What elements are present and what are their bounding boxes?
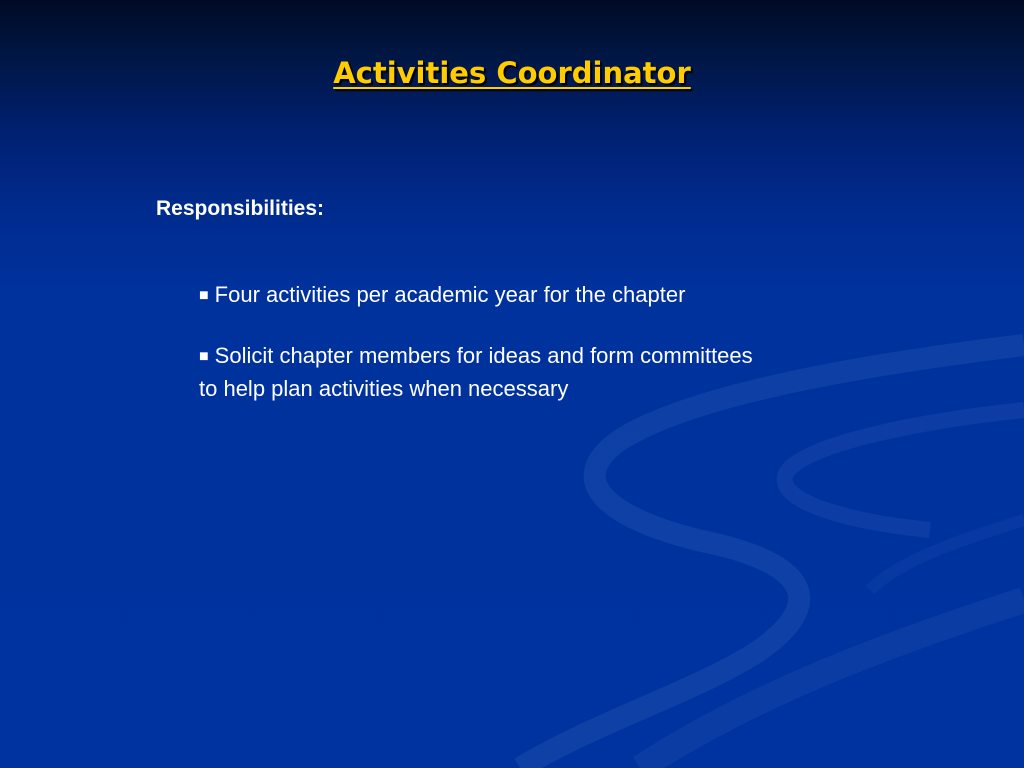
square-bullet-icon: ■ xyxy=(199,348,209,365)
responsibilities-heading: Responsibilities: xyxy=(156,197,325,220)
responsibilities-list xyxy=(199,279,799,433)
list-item xyxy=(199,279,799,312)
list-item-text: Solicit chapter members for ideas and form committees to help plan activities when necessary xyxy=(199,343,753,401)
slide-title: Activities Coordinator xyxy=(333,56,691,90)
list-item-text: Four activities per academic year for the chapter xyxy=(214,282,686,307)
square-bullet-icon: ■ xyxy=(199,287,209,304)
list-item xyxy=(199,340,759,405)
